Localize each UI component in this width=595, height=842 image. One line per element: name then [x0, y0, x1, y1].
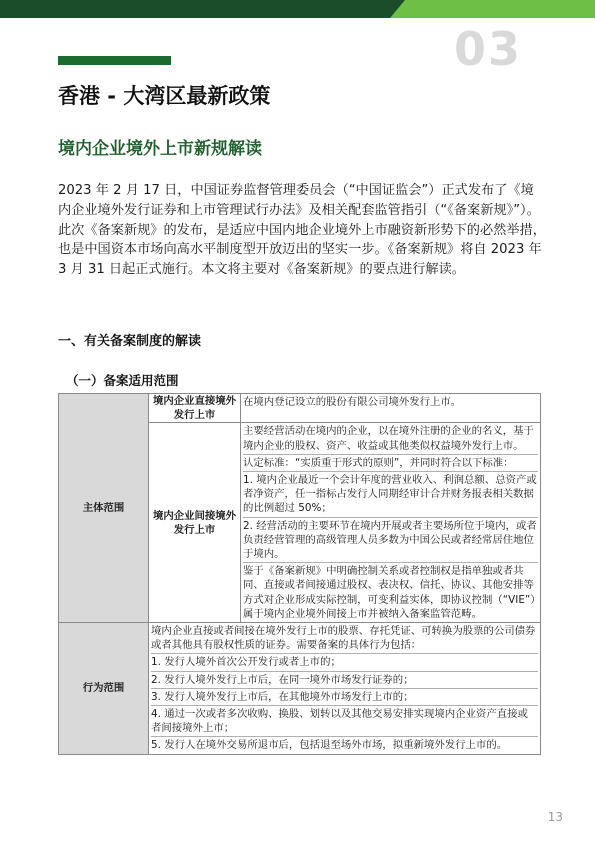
desc-line: 主要经营活动在境内的企业，以在境外注册的企业的名义，基于境内企业的股权、资产、收益或其他类似权益境外发行上市。: [243, 425, 534, 452]
section-heading: 一、有关备案制度的解读: [58, 334, 202, 349]
subject-scope-label: 主体范围: [59, 394, 149, 623]
behavior-scope-label: 行为范围: [59, 623, 149, 755]
page-number: 13: [547, 810, 563, 824]
table-row: [59, 394, 541, 423]
title-accent-bar: [58, 56, 171, 65]
desc-line: 1. 境内企业最近一个会计年度的营业收入、利润总额、总资产或者净资产，任一指标占发行人同期经审计合并财务报表相关数据的比例超过 50%；: [243, 471, 538, 517]
desc-line: 1. 发行人境外首次公开发行或者上市的；: [151, 653, 538, 670]
desc-line: 2. 发行人境外发行上市后，在同一境外市场发行证券的；: [151, 671, 538, 688]
indirect-listing-desc: [241, 423, 541, 623]
page-title: 香港 - 大湾区最新政策: [58, 84, 271, 108]
desc-line: 在境内登记设立的股份有限公司境外发行上市。: [243, 396, 462, 408]
article-title: 境内企业境外上市新规解读: [58, 139, 262, 159]
desc-line: 认定标准：“实质重于形式的原则”，并同时符合以下标准：: [243, 454, 538, 471]
direct-listing-label: 境内企业直接境外发行上市: [149, 394, 241, 423]
direct-listing-desc: [241, 394, 541, 423]
section-number: 03: [453, 22, 522, 76]
indirect-listing-label: 境内企业间接境外发行上市: [149, 423, 241, 623]
desc-line: 2. 经营活动的主要环节在境内开展或者主要场所位于境内，或者负责经营管理的高级管理人员多数为中国公民或者经常居住地位于境内。: [243, 517, 538, 563]
behavior-scope-desc: [149, 623, 541, 755]
desc-line: 境内企业直接或者间接在境外发行上市的股票、存托凭证、可转换为股票的公司债券或者其他具有股权性质的证券。需要备案的具体行为包括：: [151, 625, 536, 652]
table-row: [59, 623, 541, 755]
desc-line: 5. 发行人在境外交易所退市后，包括退至场外市场，拟重新境外发行上市的。: [151, 736, 538, 753]
top-banner-dark: [0, 0, 405, 18]
subsection-heading: （一）备案适用范围: [66, 373, 179, 388]
scope-table: [58, 393, 541, 755]
desc-line: 鉴于《备案新规》中明确控制关系或者控制权是指单独或者共同、直接或者间接通过股权、表决权、信托、协议、其他安排等方式对企业形成实际控制，可变利益实体，即协议控制（“VIE”）属于境内企业境外间接上市并被纳入备案监管范畴。: [243, 562, 538, 622]
top-banner-light: [390, 0, 595, 18]
intro-paragraph: 2023 年 2 月 17 日，中国证券监督管理委员会（“中国证监会”）正式发布了《境内企业境外发行证券和上市管理试行办法》及相关配套监管指引（“《备案新规》”）。此次《备案新规》的发布，是适应中国内地企业境外上市融资新形势下的必然举措，也是中国资本市场向高水平制度型开放迈出的坚实一步。《备案新规》将自 2023 年 3 月 31 日起正式施行。本文将主要对《备案新规》的要点进行解读。: [58, 183, 546, 278]
desc-line: 3. 发行人境外发行上市后，在其他境外市场发行上市的；: [151, 688, 538, 705]
desc-line: 4. 通过一次或者多次收购、换股、划转以及其他交易安排实现境内企业资产直接或者间接境外上市；: [151, 705, 538, 736]
